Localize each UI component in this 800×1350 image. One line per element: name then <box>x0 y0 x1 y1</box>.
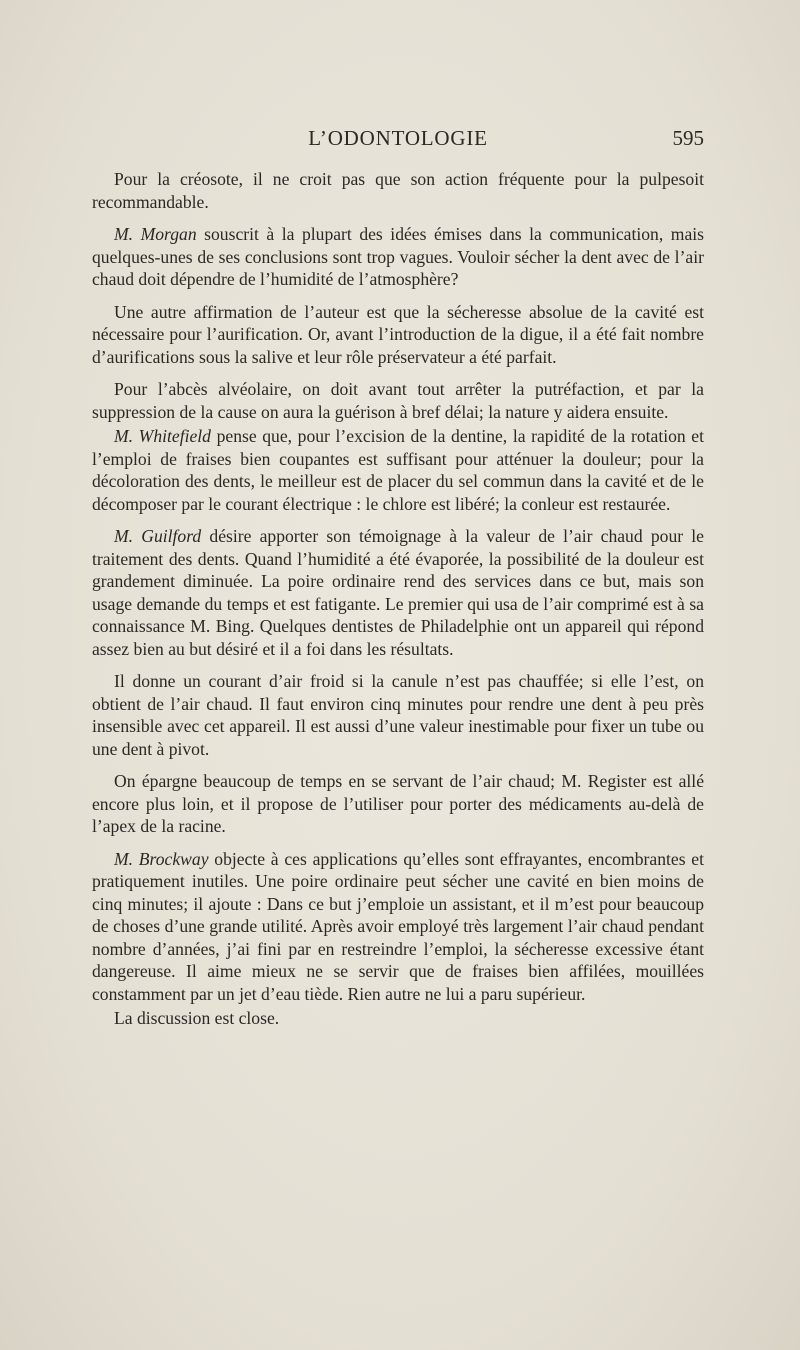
paragraph-whitefield <box>92 425 704 515</box>
paragraph-text: Pour l’abcès alvéolaire, on doit avant tout arrêter la putréfaction, et par la suppression de la cause on aura la guérison à bref délai; la nature y aidera ensuite. <box>92 379 704 422</box>
paragraph-register <box>92 770 704 838</box>
paragraph-affirmation <box>92 301 704 369</box>
paragraph-discussion-close <box>92 1007 704 1030</box>
paragraph-guilford <box>92 525 704 660</box>
page-number: 595 <box>672 126 704 150</box>
paragraph-text: objecte à ces applications qu’elles sont effrayantes, encombrantes et pratiquement inutiles. Une poire ordinaire peut sécher une cavité en bien moins de cinq minutes; il ajoute : Dans ce but j’emploie un assistant, et il m’est pour beaucoup de choses d’une grande utilité. Après avoir employé très largement l’air chaud pendant nombre d’années, j’ai fini par en restreindre l’emploi, la sécheresse excessive étant dangereuse. Il aime mieux ne se servir que de fraises bien affilées, mouillées constamment par un jet d’eau tiède. Rien autre ne lui a paru supérieur. <box>92 848 704 1004</box>
paragraph-brockway <box>92 848 704 1006</box>
paragraph-text: On épargne beaucoup de temps en se servant de l’air chaud; M. Register est allé encore plus loin, et il propose de l’utiliser pour porter des médicaments au-delà de l’apex de la racine. <box>92 771 704 836</box>
running-title: L’ODONTOLOGIE <box>308 126 488 150</box>
body-text <box>92 168 704 1040</box>
speaker-name: M. Whitefield <box>114 426 211 446</box>
paragraph-morgan <box>92 223 704 291</box>
speaker-name: M. Morgan <box>114 224 197 244</box>
paragraph-text: souscrit à la plupart des idées émises dans la communication, mais quelques-unes de ses conclusions sont trop vagues. Vouloir sécher la dent avec de l’air chaud doit dépendre de l’humidité de l’atmosphère? <box>92 224 704 289</box>
paragraph-text: La discussion est close. <box>114 1008 280 1028</box>
paragraph-courant-air <box>92 670 704 760</box>
paragraph-text: Une autre affirmation de l’auteur est que la sécheresse absolue de la cavité est nécessaire pour l’aurification. Or, avant l’introduction de la digue, il a été fait nombre d’aurifications sous la salive et leur rôle préservateur a été parfait. <box>92 301 704 367</box>
speaker-name: M. Brockway <box>114 848 209 869</box>
paragraph-text: pense que, pour l’excision de la dentine, la rapidité de la rotation et l’emploi de fraises bien coupantes est suffisant pour atténuer la douleur; pour la décoloration des dents, le meilleur est de placer du sel commun dans la cavité et de le décomposer par le courant électrique : le chlore est libéré; la conleur est restaurée. <box>92 426 705 514</box>
paragraph-abces <box>92 378 704 423</box>
paragraph-text: Il donne un courant d’air froid si la canule n’est pas chauffée; si elle l’est, on obtient de l’air chaud. Il faut environ cinq minutes pour rendre une dent à peu près insensible avec cet appareil. Il est aussi d’une valeur inestimable pour fixer un tube ou une dent à pivot. <box>92 671 704 759</box>
page-header <box>92 124 704 154</box>
speaker-name: M. Guilford <box>114 526 202 546</box>
paragraph-text: Pour la créosote, il ne croit pas que son action fréquente pour la pulpesoit recommandable. <box>92 169 704 212</box>
paragraph-text: désire apporter son témoignage à la valeur de l’air chaud pour le traitement des dents. Quand l’humidité a été évaporée, la possibilité de la douleur est grandement diminuée. La poire ordinaire rend des services dans ce but, mais son usage demande du temps et est fatigante. Le premier qui usa de l’air comprimé est à sa connaissance M. Bing. Quelques dentistes de Philadelphie ont un appareil qui répond assez bien au but désiré et il a foi dans les résultats. <box>92 526 704 659</box>
paragraph-creosote <box>92 168 704 213</box>
